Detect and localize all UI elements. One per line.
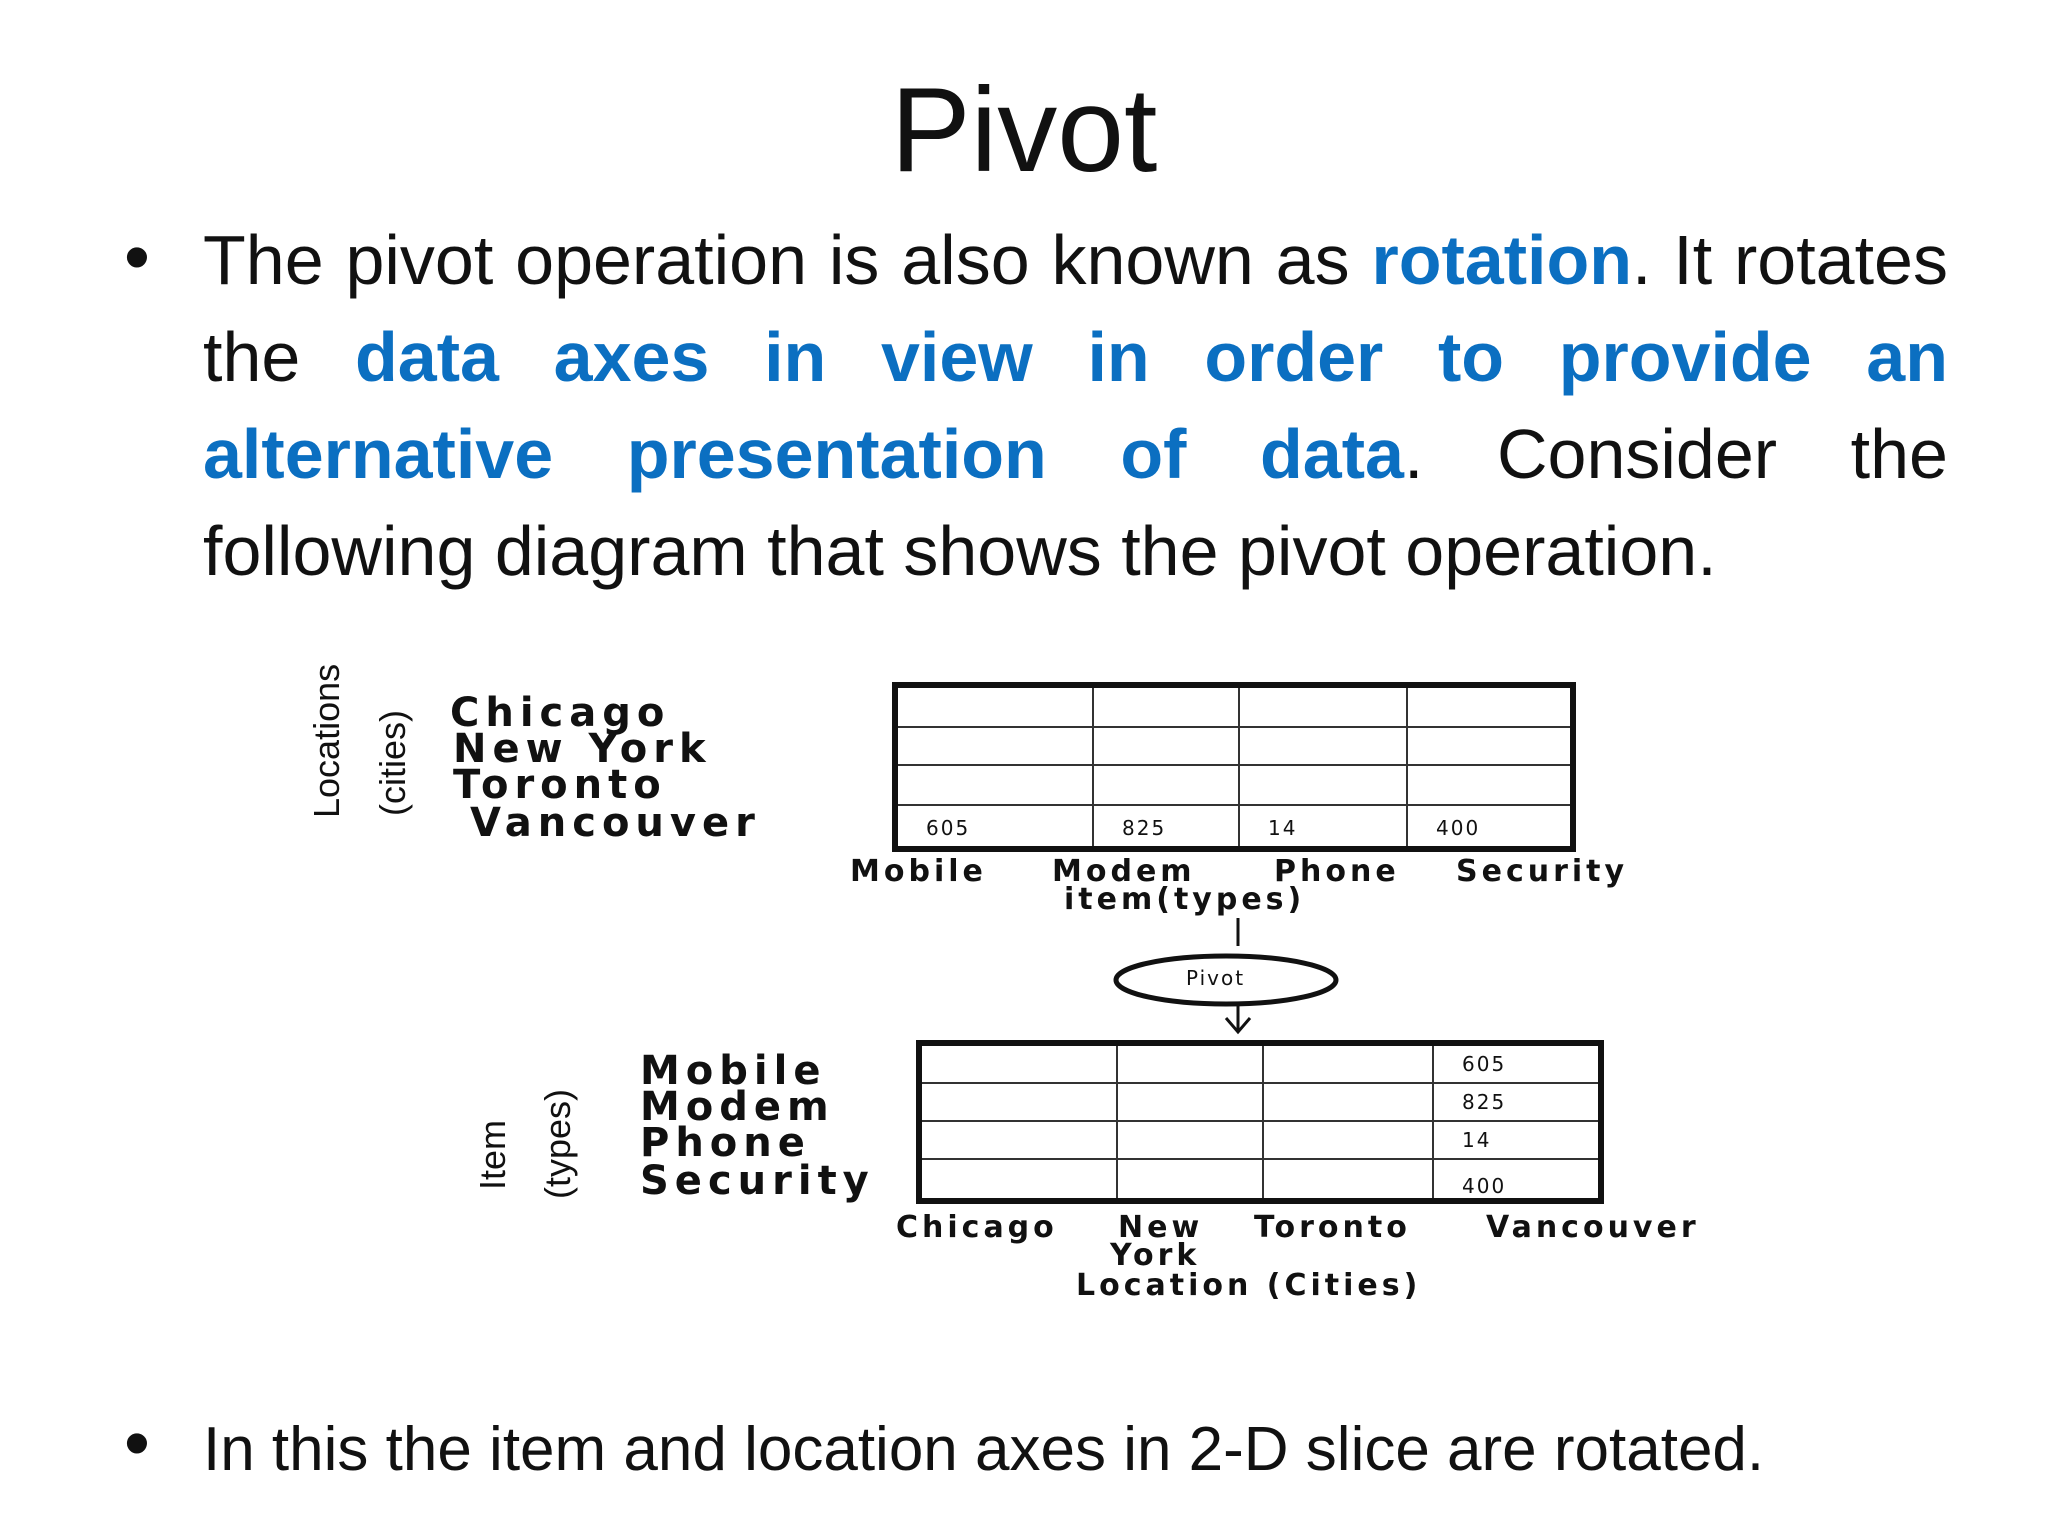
top-col-label-phone: Phone	[1274, 854, 1400, 889]
top-axis-label-1: Locations	[306, 663, 347, 818]
bottom-row-label-phone: Phone	[640, 1120, 811, 1166]
table-cell	[1434, 1084, 1598, 1122]
table-cell	[1434, 1046, 1598, 1084]
table-cell	[1118, 1084, 1264, 1122]
cell-value: 400	[1462, 1174, 1507, 1198]
bottom-col-label-vancouver: Vancouver	[1486, 1210, 1700, 1245]
text-run: The pivot operation is also known as	[203, 221, 1372, 299]
bottom-col-label-chicago: Chicago	[896, 1210, 1058, 1245]
cell-value: 605	[1462, 1052, 1507, 1076]
bottom-column-axis-label: Location (Cities)	[1076, 1268, 1422, 1303]
top-row-label-toronto: Toronto	[453, 762, 667, 808]
top-row-label-chicago: Chicago	[450, 690, 671, 736]
bottom-row-label-mobile: Mobile	[640, 1048, 827, 1094]
table-cell	[922, 1046, 1118, 1084]
bottom-col-label-toronto: Toronto	[1254, 1210, 1411, 1245]
cell-value: 14	[1268, 816, 1298, 840]
top-col-label-modem: Modem	[1052, 854, 1196, 889]
cell-value: 605	[926, 816, 971, 840]
table-cell	[922, 1160, 1118, 1198]
bottom-col-label-york: York	[1110, 1238, 1201, 1273]
bottom-table	[916, 1040, 1604, 1204]
text-run: . Consider the following diagram that shows the pivot operation.	[203, 415, 1948, 590]
table-cell	[1264, 1046, 1434, 1084]
table-cell	[922, 1084, 1118, 1122]
highlight-run: rotation	[1371, 221, 1632, 299]
cell-value: 14	[1462, 1128, 1492, 1152]
bullet-marker-1: •	[124, 215, 150, 298]
table-cell	[1264, 1160, 1434, 1198]
table-cell	[922, 1122, 1118, 1160]
page-title: Pivot	[890, 63, 1158, 197]
bottom-axis-label-1: Item	[472, 1120, 513, 1191]
cell-value: 400	[1436, 816, 1481, 840]
table-cell	[1434, 1160, 1598, 1198]
top-axis-label-2: (cities)	[372, 710, 413, 816]
cell-value: 825	[1122, 816, 1167, 840]
top-row-label-newyork: New York	[453, 726, 712, 772]
table-cell	[1118, 1122, 1264, 1160]
bullet-marker-2: •	[124, 1401, 150, 1484]
top-row-label-vancouver: Vancouver	[470, 800, 761, 846]
table-cell	[1434, 1122, 1598, 1160]
table-cell	[1118, 1046, 1264, 1084]
bullet-paragraph-2: In this the item and location axes in 2-D slice are rotated.	[203, 1415, 1765, 1484]
text-run: . It rotates the	[203, 221, 1948, 396]
table-cell	[1264, 1084, 1434, 1122]
pivot-label: Pivot	[1186, 966, 1246, 990]
top-col-label-security: Security	[1456, 854, 1629, 889]
bottom-row-label-security: Security	[640, 1158, 875, 1204]
bottom-axis-label-2: (types)	[537, 1088, 578, 1199]
bottom-row-label-modem: Modem	[640, 1084, 835, 1130]
table-cell	[1118, 1160, 1264, 1198]
top-col-label-mobile: Mobile	[850, 854, 987, 889]
table-cell	[1264, 1122, 1434, 1160]
bottom-col-label-new: New	[1118, 1210, 1204, 1245]
cell-value: 825	[1462, 1090, 1507, 1114]
highlight-run: data axes in view in order to provide an alternative presentation of data	[203, 318, 1948, 493]
top-column-axis-label: item(types)	[1064, 882, 1306, 917]
